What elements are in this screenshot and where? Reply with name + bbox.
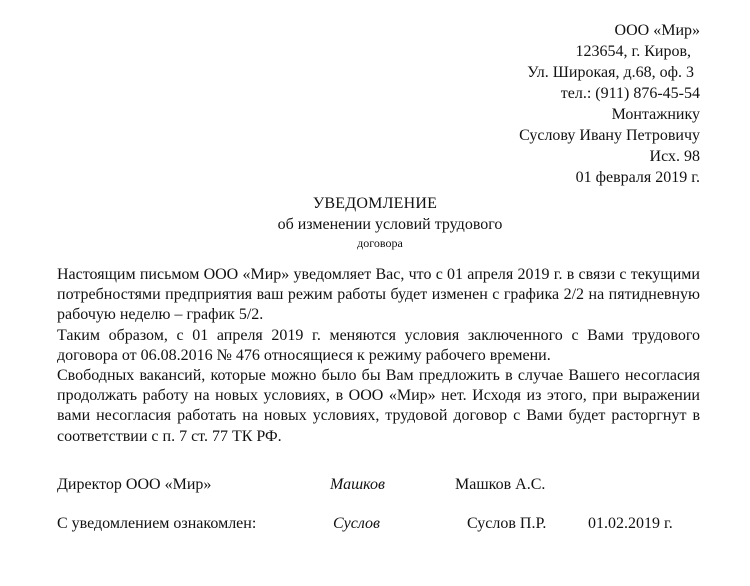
director-signature: Машков — [330, 476, 385, 493]
body-paragraph-3: Свободных вакансий, которые можно было бы Вам предложить в случае Вашего несогласия продолжать работу на новых условиях, в ООО «Мир» нет. Исходя из этого, при выражении вами несогласия работать на новых условиях, трудовой договор с Вами будет расторгнут в соответствии с п. 7 ст. 77 ТК РФ. — [57, 367, 700, 445]
header-line-postal: 123654, г. Киров, — [575, 43, 691, 60]
acknowledgement-date: 01.02.2019 г. — [588, 515, 673, 532]
header-line-phone: тел.: (911) 876-45-54 — [560, 85, 700, 102]
addressee-block — [519, 20, 700, 188]
header-line-date: 01 февраля 2019 г. — [575, 169, 700, 186]
header-line-street: Ул. Широкая, д.68, оф. 3 — [527, 64, 694, 81]
header-line-outgoing-number: Исх. 98 — [649, 148, 700, 165]
notice-body — [57, 265, 700, 447]
title-line-2: об изменении условий трудового — [277, 216, 503, 233]
director-label: Директор ООО «Мир» — [57, 476, 212, 493]
employee-name: Суслов П.Р. — [467, 515, 547, 532]
header-line-recipient: Суслову Ивану Петровичу — [519, 127, 700, 144]
document-title — [0, 193, 750, 252]
employee-signature: Суслов — [333, 515, 380, 532]
director-name: Машков А.С. — [455, 476, 546, 493]
body-paragraph-2: Таким образом, с 01 апреля 2019 г. меняются условия заключенного с Вами трудового договора от 06.08.2016 № 476 относящиеся к режиму рабочего времени. — [57, 326, 700, 364]
body-paragraph-1: Настоящим письмом ООО «Мир» уведомляет Вас, что с 01 апреля 2019 г. в связи с текущими потребностями предприятия ваш режим работы будет изменен с графика 2/2 на пятидневную рабочую неделю – график 5/2. — [57, 266, 700, 324]
acknowledgement-label: С уведомлением ознакомлен: — [57, 515, 257, 532]
title-line-3: договора — [357, 236, 403, 250]
header-line-company: ООО «Мир» — [614, 22, 700, 39]
title-line-1: УВЕДОМЛЕНИЕ — [312, 195, 438, 212]
header-line-position: Монтажнику — [611, 106, 700, 123]
